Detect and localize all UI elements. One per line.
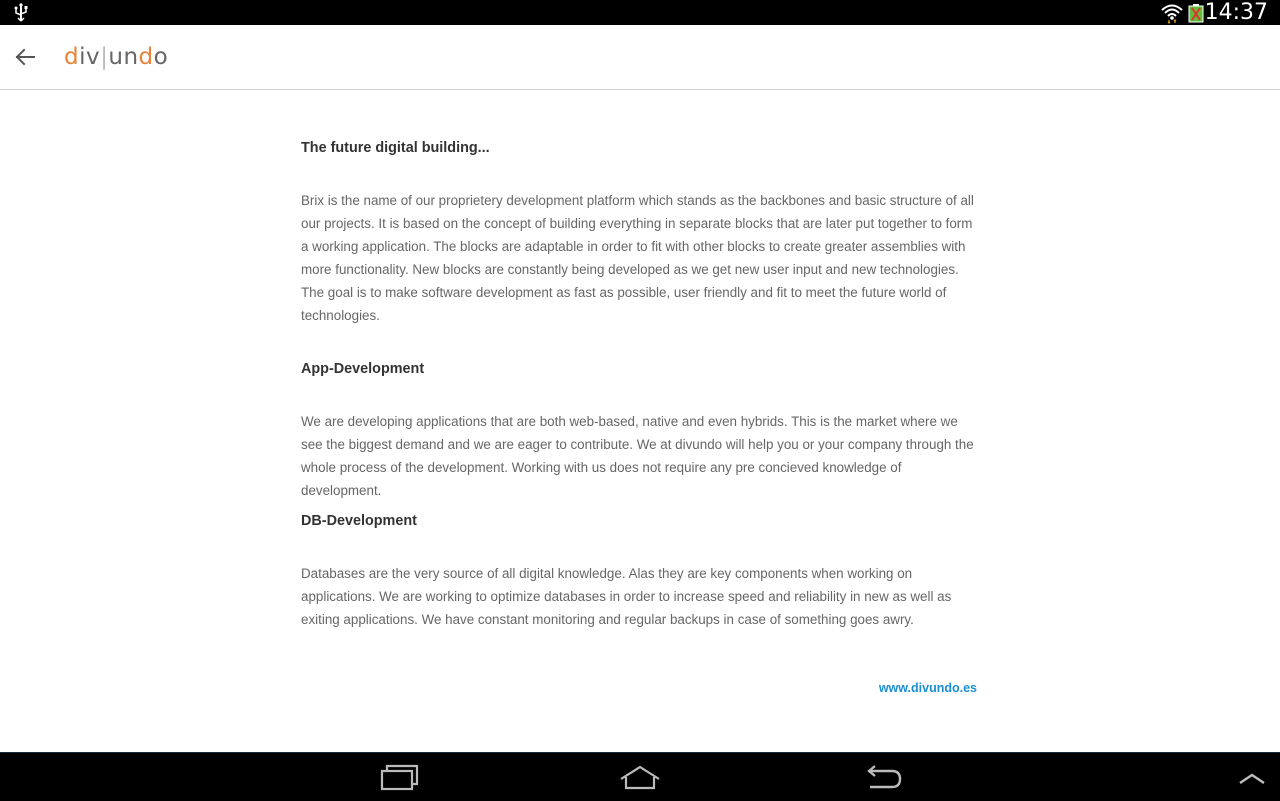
section-text: We are developing applications that are both web-based, native and even hybrids. This is the market where we see the biggest demand and we are eager to contribute. We at divundo will help you or your company through the whole process of the development. Working with us does not require any pre concieved knowledge of development.	[301, 414, 974, 498]
logo-part: d	[64, 44, 80, 70]
divundo-logo	[64, 41, 168, 73]
section-title: The future digital building...	[301, 140, 490, 156]
website-link[interactable]: www.divundo.es	[878, 681, 977, 695]
logo-part: iv	[79, 44, 101, 70]
section-title: App-Development	[301, 361, 425, 377]
chevron-up-icon[interactable]	[1228, 761, 1276, 793]
logo-part: o	[153, 44, 169, 70]
home-icon[interactable]	[616, 761, 664, 793]
main-content	[301, 90, 981, 752]
status-bar	[0, 0, 1280, 25]
section-text: Brix is the name of our proprietery development platform which stands as the backbones and basic structure of all our projects. It is based on the concept of building everything in separate blocks that are later put together to form a working application. The blocks are adaptable in order to fit with other blocks to create greater assemblies with more functionality. New blocks are constantly being developed as we get new user input and new technologies. The goal is to make software development as fast as possible, user friendly and fit to meet the future world of technologies.	[301, 193, 974, 323]
logo-part: un	[108, 44, 139, 70]
logo-part: d	[138, 44, 154, 70]
battery-icon	[1187, 3, 1205, 23]
navigation-bar	[0, 752, 1280, 801]
section-title: DB-Development	[301, 513, 417, 529]
back-icon[interactable]	[858, 761, 906, 793]
logo-part: |	[100, 44, 109, 70]
action-bar	[0, 25, 1280, 90]
usb-icon	[12, 3, 30, 23]
recent-apps-icon[interactable]	[376, 761, 424, 793]
clock: 14:37	[1204, 0, 1268, 25]
section-text: Databases are the very source of all digital knowledge. Alas they are key components when working on applications. We are working to optimize databases in order to increase speed and reliability in new as well as exiting applications. We have constant monitoring and regular backups in case of something goes awry.	[301, 566, 952, 627]
wifi-icon	[1160, 2, 1184, 24]
back-arrow-icon[interactable]	[12, 45, 38, 69]
